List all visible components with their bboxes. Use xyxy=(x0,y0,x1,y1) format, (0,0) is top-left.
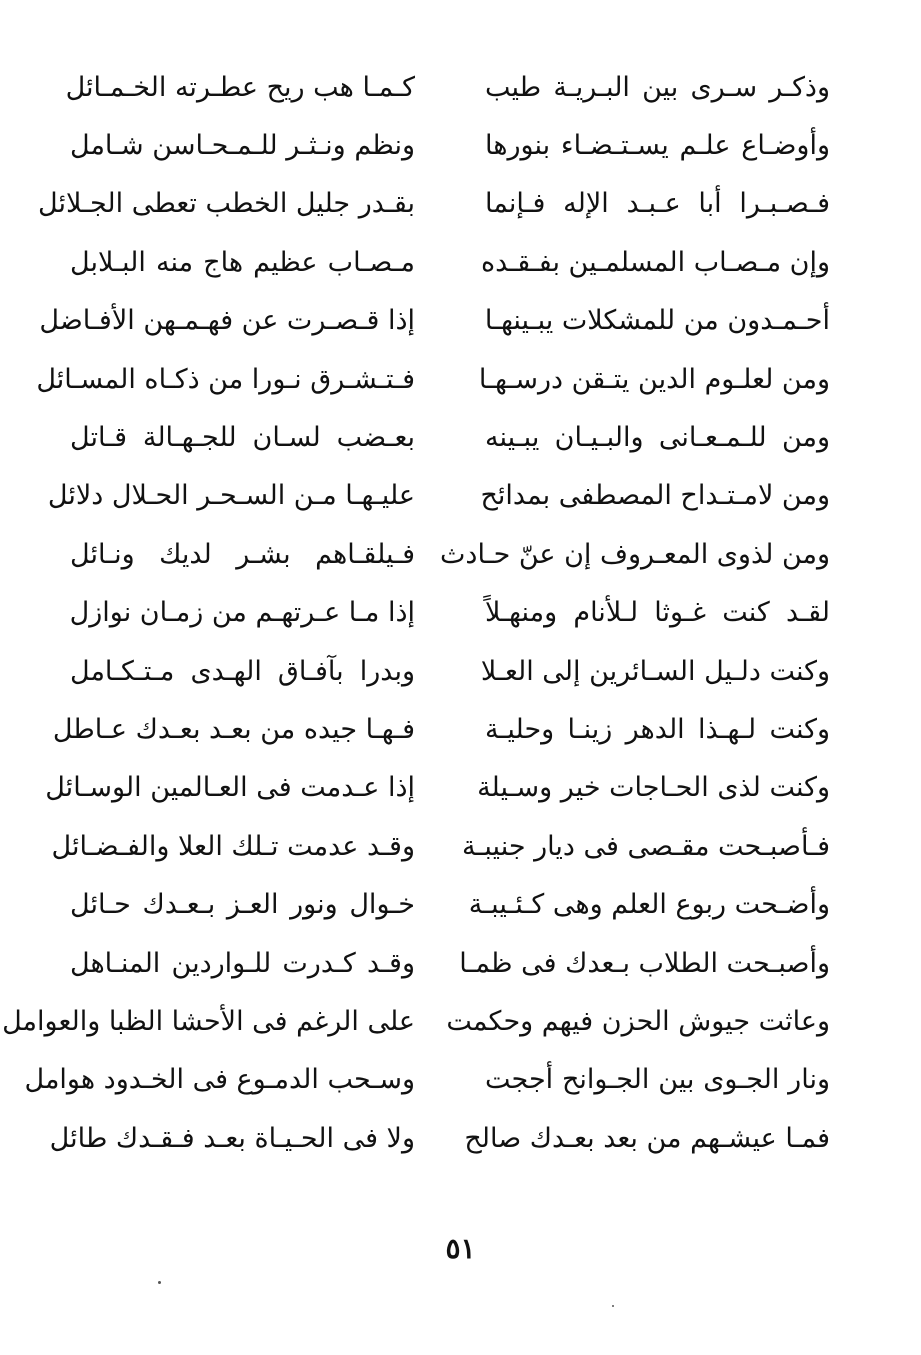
scan-speck xyxy=(158,1281,161,1284)
verse-line xyxy=(70,934,830,992)
verse-right-hemistich: ونار الجـوى بين الجـوانح أججت xyxy=(485,1064,830,1096)
verse-left-hemistich: إذا عـدمت فى العـالمين الوسـائل xyxy=(45,772,415,804)
verse-left-hemistich: كـمـا هب ريح عطـرته الخـمـائل xyxy=(65,71,415,103)
verse-right-hemistich: وإن مـصـاب المسلمـين بفـقـده xyxy=(480,246,830,278)
scan-speck xyxy=(612,1305,614,1307)
verse-line xyxy=(52,700,830,758)
verse-left-hemistich: وبدرا بآفـاق الهـدى مـتـكـامل xyxy=(70,655,415,687)
verse-right-hemistich: وذكـر سـرى بين البـريـة طيب xyxy=(485,71,830,103)
verse-left-hemistich: وقـد كـدرت للـواردين المنـاهل xyxy=(70,947,415,979)
verse-right-hemistich: فـأصبـحت مقـصى فى ديار جنيبـة xyxy=(462,830,830,862)
verse-line xyxy=(39,292,830,350)
verse-left-hemistich: وسـحب الدمـوع فى الخـدود هوامل xyxy=(24,1064,415,1096)
verse-line xyxy=(70,875,830,933)
verse-left-hemistich: مـصـاب عظيم هاج منه البـلابل xyxy=(70,246,415,278)
verse-left-hemistich: وقـد عدمت تـلك العلا والفـضـائل xyxy=(51,830,415,862)
verse-line xyxy=(47,467,830,525)
verse-right-hemistich: وأوضـاع علـم يسـتـضـاء بنورها xyxy=(485,130,830,162)
verse-right-hemistich: وكنت لـهـذا الدهر زينـا وحليـة xyxy=(485,713,830,745)
verse-left-hemistich: خـوال ونور العـز بـعـدك حـائل xyxy=(70,889,415,921)
verse-left-hemistich: ولا فى الحـيـاة بعـد فـقـدك طائل xyxy=(49,1122,415,1154)
verse-right-hemistich: ومن لامـتـداح المصطفى بمدائح xyxy=(480,480,830,512)
verse-left-hemistich: ونظم ونـثـر للـمـحـاسن شـامل xyxy=(70,130,415,162)
verse-left-hemistich: بقـدر جليل الخطب تعطى الجـلائل xyxy=(38,188,415,220)
verse-right-hemistich: ومن لعلـوم الدين يتـقن درسـهـا xyxy=(478,363,830,395)
verse-right-hemistich: وكنت دلـيل السـائرين إلى العـلا xyxy=(480,655,830,687)
verse-line xyxy=(70,408,830,466)
verse-line xyxy=(49,1109,830,1167)
verse-line xyxy=(65,58,830,116)
verse-line xyxy=(24,1051,830,1109)
verse-line xyxy=(36,350,830,408)
poem xyxy=(2,58,830,1167)
verse-left-hemistich: عليـهـا مـن السـحـر الحـلال دلائل xyxy=(47,480,415,512)
verse-right-hemistich: وعاثت جيوش الحزن فيهم وحكمت xyxy=(446,1005,830,1037)
verse-right-hemistich: لقـد كنت غـوثا لـلأنام ومنهـلاً xyxy=(485,597,830,629)
verse-left-hemistich: فـيلقـاهم بشـر لديك ونـائل xyxy=(70,538,415,570)
verse-right-hemistich: وكنت لذى الحـاجات خير وسـيلة xyxy=(477,772,830,804)
verse-line xyxy=(51,817,830,875)
verse-line xyxy=(70,525,830,583)
verse-line xyxy=(70,116,830,174)
verse-right-hemistich: ومن للـمـعـانى والبـيـان يبـينه xyxy=(485,422,830,454)
verse-right-hemistich: ومن لذوى المعـروف إن عنّ حـادث xyxy=(440,538,830,570)
verse-right-hemistich: وأصبـحت الطلاب بـعدك فى ظمـا xyxy=(459,947,830,979)
verse-right-hemistich: فمـا عيشـهم من بعد بعـدك صالح xyxy=(464,1122,830,1154)
verse-left-hemistich: إذا قـصـرت عن فهـمـهن الأفـاضل xyxy=(39,305,415,337)
verse-left-hemistich: إذا مـا عـرتهـم من زمـان نوازل xyxy=(69,597,415,629)
verse-left-hemistich: بعـضب لسـان للجـهـالة قـاتل xyxy=(70,422,415,454)
verse-right-hemistich: أحـمـدون من للمشكلات يبـينهـا xyxy=(484,305,830,337)
verse-line xyxy=(70,584,830,642)
page-number: ٥١ xyxy=(445,1232,476,1265)
verse-line xyxy=(70,233,830,291)
verse-left-hemistich: فـتـشـرق نـورا من ذكـاه المسـائل xyxy=(36,363,415,395)
verse-line xyxy=(45,759,830,817)
verse-line xyxy=(38,175,830,233)
verse-right-hemistich: وأضـحت ربوع العلم وهى كـئـيبـة xyxy=(468,889,830,921)
verse-right-hemistich: فـصـبـرا أبا عـبـد الإله فـإنما xyxy=(485,188,830,220)
verse-line xyxy=(70,642,830,700)
verse-line xyxy=(2,992,830,1050)
verse-left-hemistich: على الرغم فى الأحشا الظبا والعوامل xyxy=(2,1005,415,1037)
verse-left-hemistich: فـهـا جيده من بعـد بعـدك عـاطل xyxy=(52,713,415,745)
